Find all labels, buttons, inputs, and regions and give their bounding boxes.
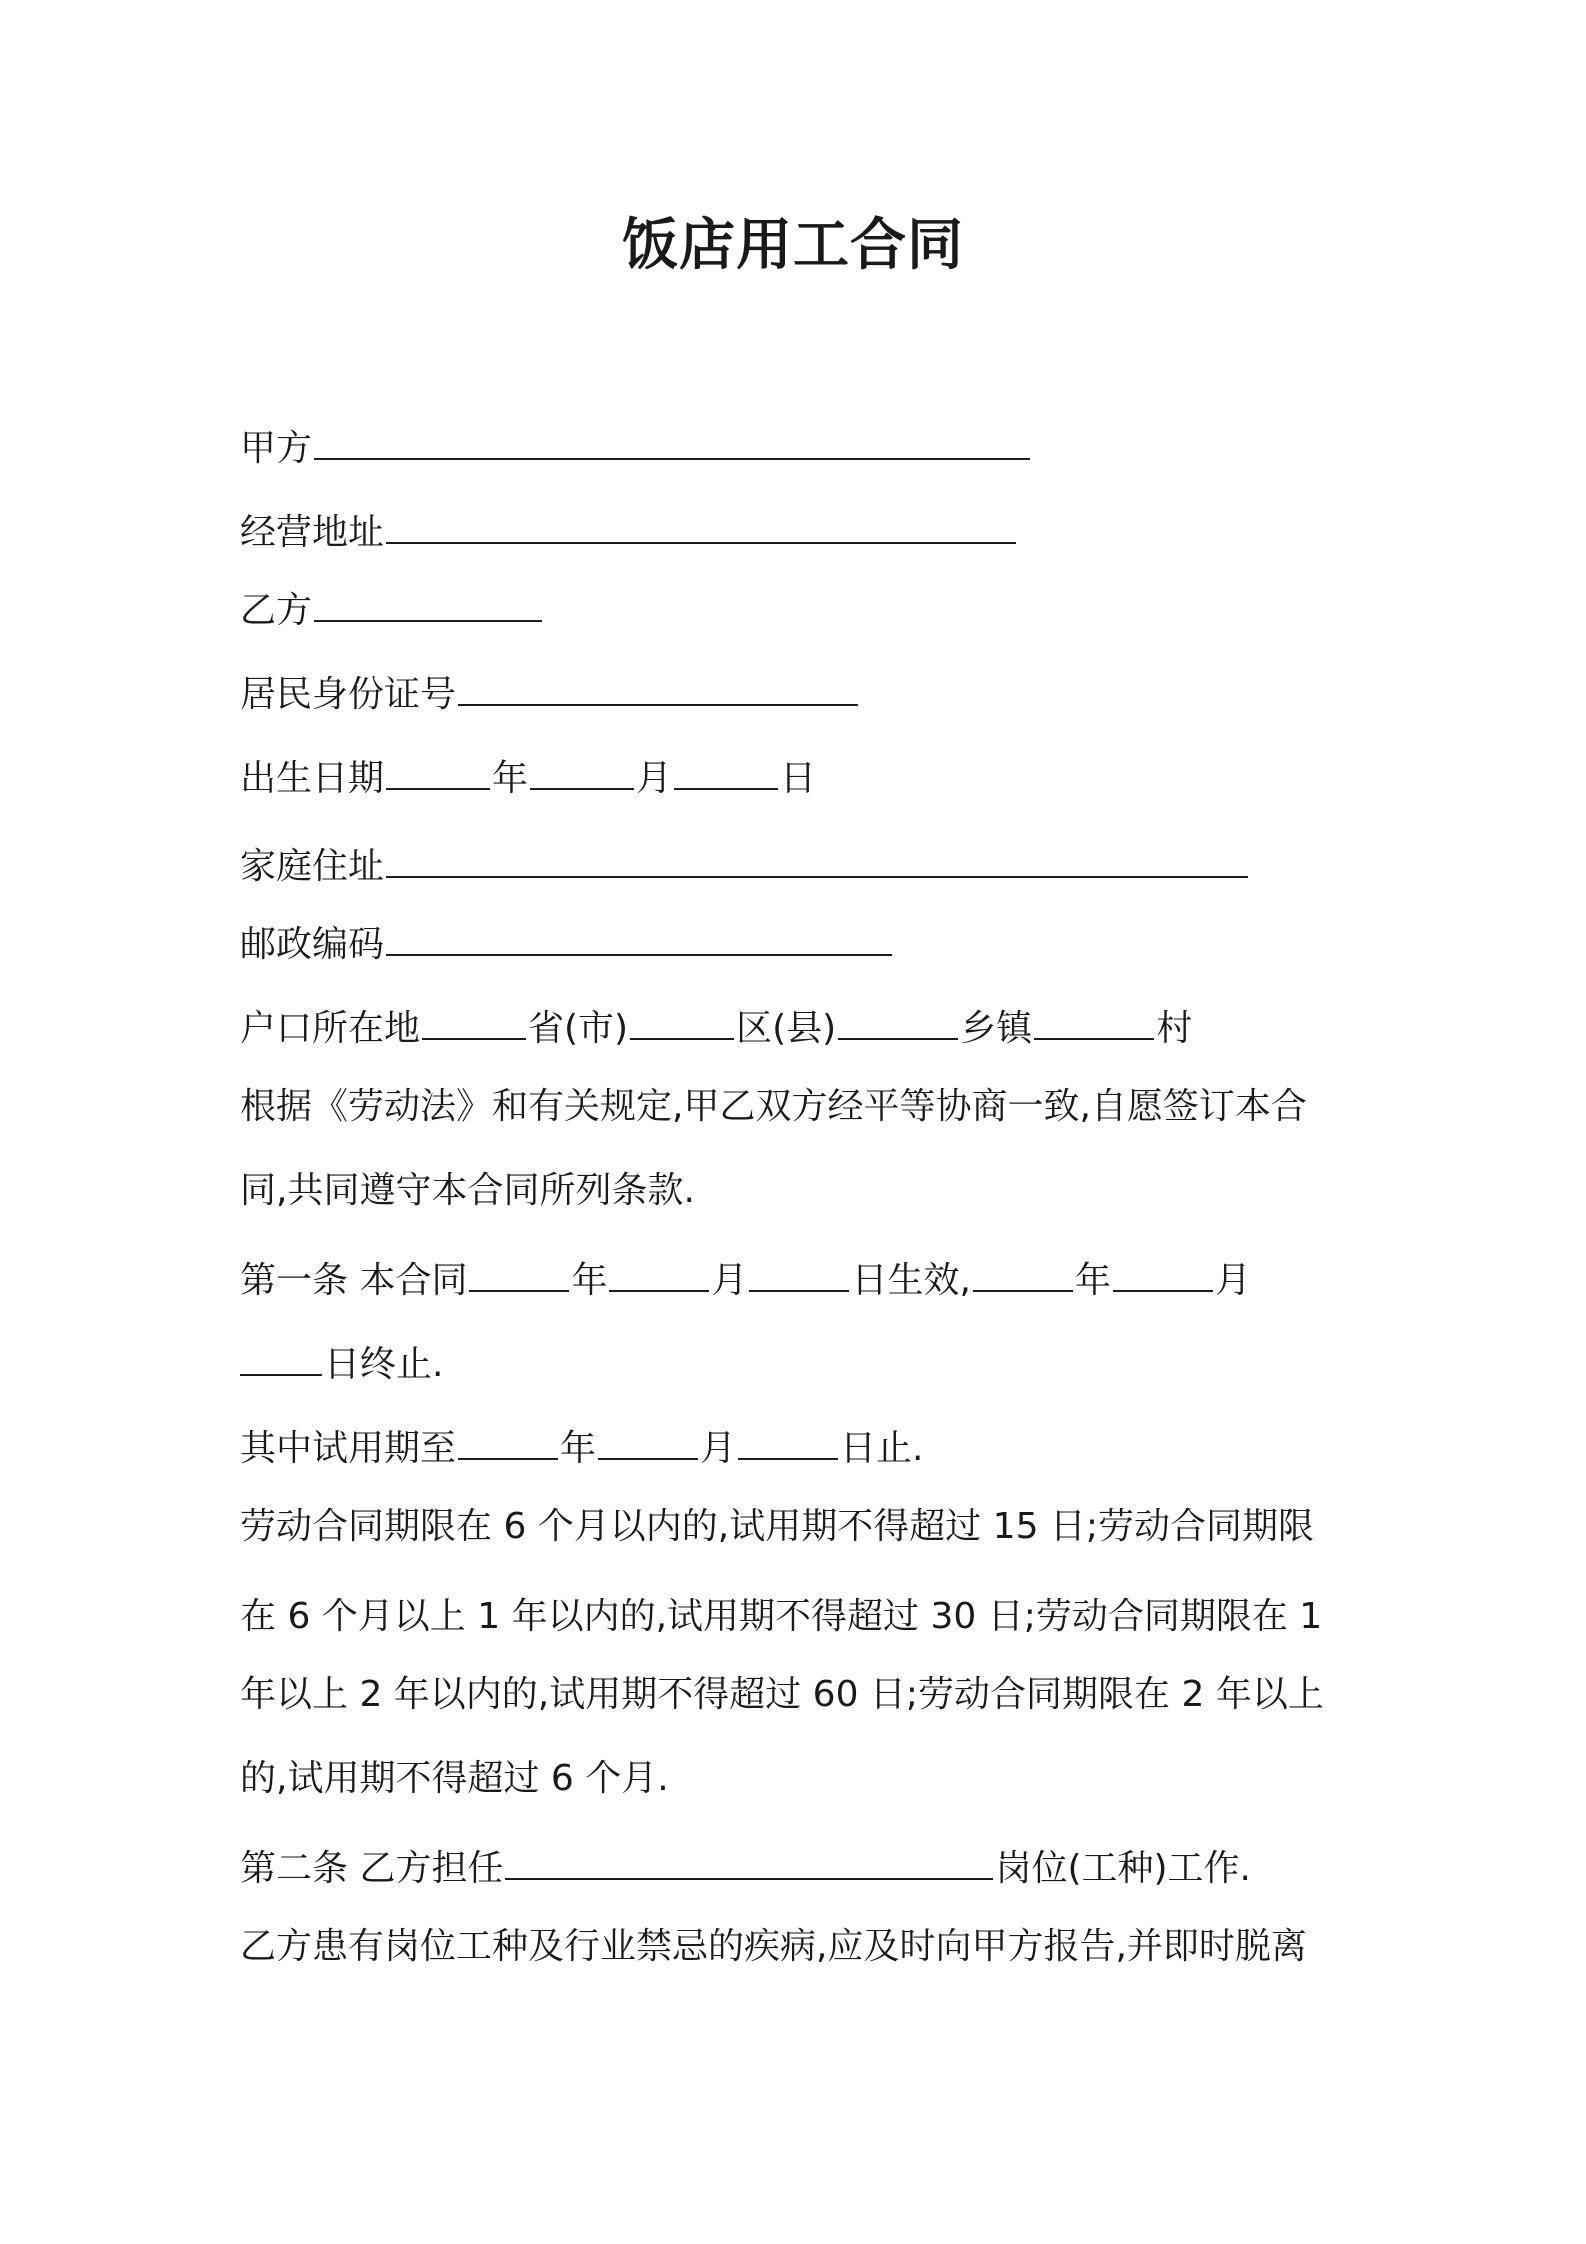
birth-month-blank[interactable] [530, 748, 634, 790]
village-label: 村 [1156, 1008, 1193, 1049]
probation-month-label: 月 [700, 1428, 737, 1469]
position-blank[interactable] [505, 1838, 993, 1880]
postal-code-blank[interactable] [386, 914, 892, 956]
birth-year-blank[interactable] [386, 748, 490, 790]
start-year-blank[interactable] [469, 1250, 569, 1292]
end-day-blank[interactable] [240, 1334, 322, 1376]
business-address-blank[interactable] [386, 502, 1016, 544]
probation-prefix: 其中试用期至 [240, 1428, 457, 1469]
article-1-end: 日终止. [324, 1344, 444, 1385]
birth-day-blank[interactable] [674, 748, 778, 790]
year-label: 年 [492, 758, 529, 799]
party-b-label: 乙方 [240, 590, 313, 631]
start-day-blank[interactable] [749, 1250, 849, 1292]
id-number-label: 居民身份证号 [240, 674, 457, 715]
rule-line-2: 在 6 个月以上 1 年以内的,试用期不得超过 30 日;劳动合同期限在 1 [240, 1596, 1323, 1637]
end-month-label: 月 [1214, 1260, 1251, 1301]
article-2-prefix: 第二条 乙方担任 [240, 1848, 504, 1889]
postal-code-label: 邮政编码 [240, 924, 385, 965]
end-year-label: 年 [1074, 1260, 1111, 1301]
district-blank[interactable] [630, 998, 734, 1040]
day-label: 日 [780, 758, 817, 799]
start-month-blank[interactable] [609, 1250, 709, 1292]
probation-line [240, 1418, 924, 1474]
household-line [240, 998, 1192, 1054]
probation-year-blank[interactable] [458, 1418, 558, 1460]
home-address-line [240, 836, 1250, 892]
province-blank[interactable] [422, 998, 526, 1040]
rule-line-4: 的,试用期不得超过 6 个月. [240, 1758, 669, 1799]
month-label: 月 [636, 758, 673, 799]
province-label: 省(市) [528, 1008, 629, 1049]
home-address-label: 家庭住址 [240, 846, 385, 887]
birth-date-label: 出生日期 [240, 758, 385, 799]
party-a-line [240, 418, 1032, 474]
town-label: 乡镇 [960, 1008, 1033, 1049]
district-label: 区(县) [736, 1008, 837, 1049]
id-number-line [240, 664, 860, 720]
business-address-line [240, 502, 1018, 558]
intro-line-1: 根据《劳动法》和有关规定,甲乙双方经平等协商一致,自愿签订本合 [240, 1086, 1307, 1127]
article-1-line-2 [240, 1334, 443, 1390]
party-b-line [240, 580, 544, 636]
probation-year-label: 年 [560, 1428, 597, 1469]
postal-code-line [240, 914, 894, 970]
probation-day-blank[interactable] [738, 1418, 838, 1460]
article-2-line [240, 1838, 1251, 1894]
article-1-line-1 [240, 1250, 1251, 1306]
document-title: 饭店用工合同 [622, 213, 964, 278]
home-address-blank[interactable] [386, 836, 1248, 878]
probation-end: 日止. [840, 1428, 924, 1469]
town-blank[interactable] [838, 998, 958, 1040]
start-year-label: 年 [571, 1260, 608, 1301]
end-month-blank[interactable] [1113, 1250, 1213, 1292]
business-address-label: 经营地址 [240, 512, 385, 553]
birth-date-line [240, 748, 816, 804]
start-month-label: 月 [711, 1260, 748, 1301]
article-1-prefix: 第一条 本合同 [240, 1260, 468, 1301]
rule-line-3: 年以上 2 年以内的,试用期不得超过 60 日;劳动合同期限在 2 年以上 [240, 1674, 1324, 1715]
village-blank[interactable] [1034, 998, 1154, 1040]
party-a-blank[interactable] [314, 418, 1030, 460]
id-number-blank[interactable] [458, 664, 858, 706]
probation-month-blank[interactable] [598, 1418, 698, 1460]
intro-line-2: 同,共同遵守本合同所列条款. [240, 1170, 695, 1211]
household-label: 户口所在地 [240, 1008, 421, 1049]
rule-line-1: 劳动合同期限在 6 个月以内的,试用期不得超过 15 日;劳动合同期限 [240, 1506, 1315, 1547]
article-1-effective: 日生效, [851, 1260, 971, 1301]
article-2-suffix: 岗位(工种)工作. [995, 1848, 1251, 1889]
end-year-blank[interactable] [973, 1250, 1073, 1292]
party-b-blank[interactable] [314, 580, 542, 622]
last-line: 乙方患有岗位工种及行业禁忌的疾病,应及时向甲方报告,并即时脱离 [240, 1926, 1307, 1967]
party-a-label: 甲方 [240, 428, 313, 469]
